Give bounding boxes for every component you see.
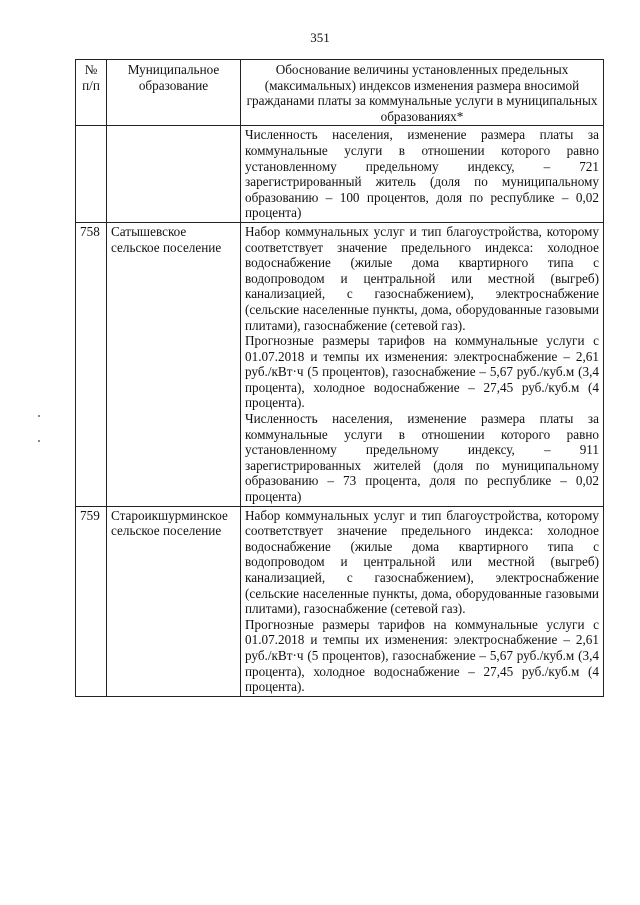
row-municipality: Староикшурминское сельское поселение	[107, 506, 241, 696]
justification-paragraph: Набор коммунальных услуг и тип благоустройства, которому соответствует значение предельного индекса: холодное водоснабжение (жилые дома квартирного типа с водопроводом и центральной или местной (выгреб) канализацией, с газоснабжением), электроснабжение (сельские населенные пункты, дома, оборудованные газовыми плитами), газоснабжение (сетевой газ).	[245, 223, 599, 333]
table-row	[76, 222, 604, 506]
scan-speck	[38, 440, 40, 442]
header-municipality: Муниципальное образование	[107, 60, 241, 126]
row-num	[76, 126, 107, 223]
row-municipality	[107, 126, 241, 223]
justification-paragraph: Численность населения, изменение размера платы за коммунальные услуги в отношении которого равно установленному предельному индексу, – 721 зарегистрированный житель (доля по муниципальному образованию – 100 процентов, доля по республике – 0,02 процента)	[245, 127, 599, 221]
row-justification	[241, 222, 604, 506]
header-num: № п/п	[76, 60, 107, 126]
scan-speck	[38, 415, 40, 417]
page-number: 351	[310, 30, 330, 45]
table-row	[76, 506, 604, 696]
row-justification	[241, 506, 604, 696]
table-header-row	[76, 60, 604, 126]
justification-paragraph: Численность населения, изменение размера платы за коммунальные услуги в отношении которого равно установленному предельному индексу, – 911 зарегистрированных жителей (доля по муниципальному образованию – 73 процента, доля по республике – 0,02 процента)	[245, 411, 599, 505]
row-num: 758	[76, 222, 107, 506]
row-justification	[241, 126, 604, 223]
justification-paragraph: Прогнозные размеры тарифов на коммунальные услуги с 01.07.2018 и темпы их изменения: электроснабжение – 2,61 руб./кВт·ч (5 процентов), газоснабжение – 5,67 руб./куб.м (3,4 процента), холодное водоснабжение – 27,45 руб./куб.м (4 процента).	[245, 333, 599, 411]
row-num: 759	[76, 506, 107, 696]
table-row-continued	[76, 126, 604, 223]
row-municipality: Сатышевское сельское поселение	[107, 222, 241, 506]
justification-paragraph: Набор коммунальных услуг и тип благоустройства, которому соответствует значение предельного индекса: холодное водоснабжение (жилые дома квартирного типа с водопроводом и центральной или местной (выгреб) канализацией, с газоснабжением), электроснабжение (сельские населенные пункты, дома, оборудованные газовыми плитами), газоснабжение (сетевой газ).	[245, 507, 599, 617]
justification-paragraph: Прогнозные размеры тарифов на коммунальные услуги с 01.07.2018 и темпы их изменения: электроснабжение – 2,61 руб./кВт·ч (5 процентов), газоснабжение – 5,67 руб./куб.м (3,4 процента), холодное водоснабжение – 27,45 руб./куб.м (4 процента).	[245, 616, 599, 695]
header-justification: Обоснование величины установленных предельных (максимальных) индексов изменения размера вносимой гражданами платы за коммунальные услуги в муниципальных образованиях*	[241, 60, 604, 126]
justification-table	[75, 59, 604, 697]
